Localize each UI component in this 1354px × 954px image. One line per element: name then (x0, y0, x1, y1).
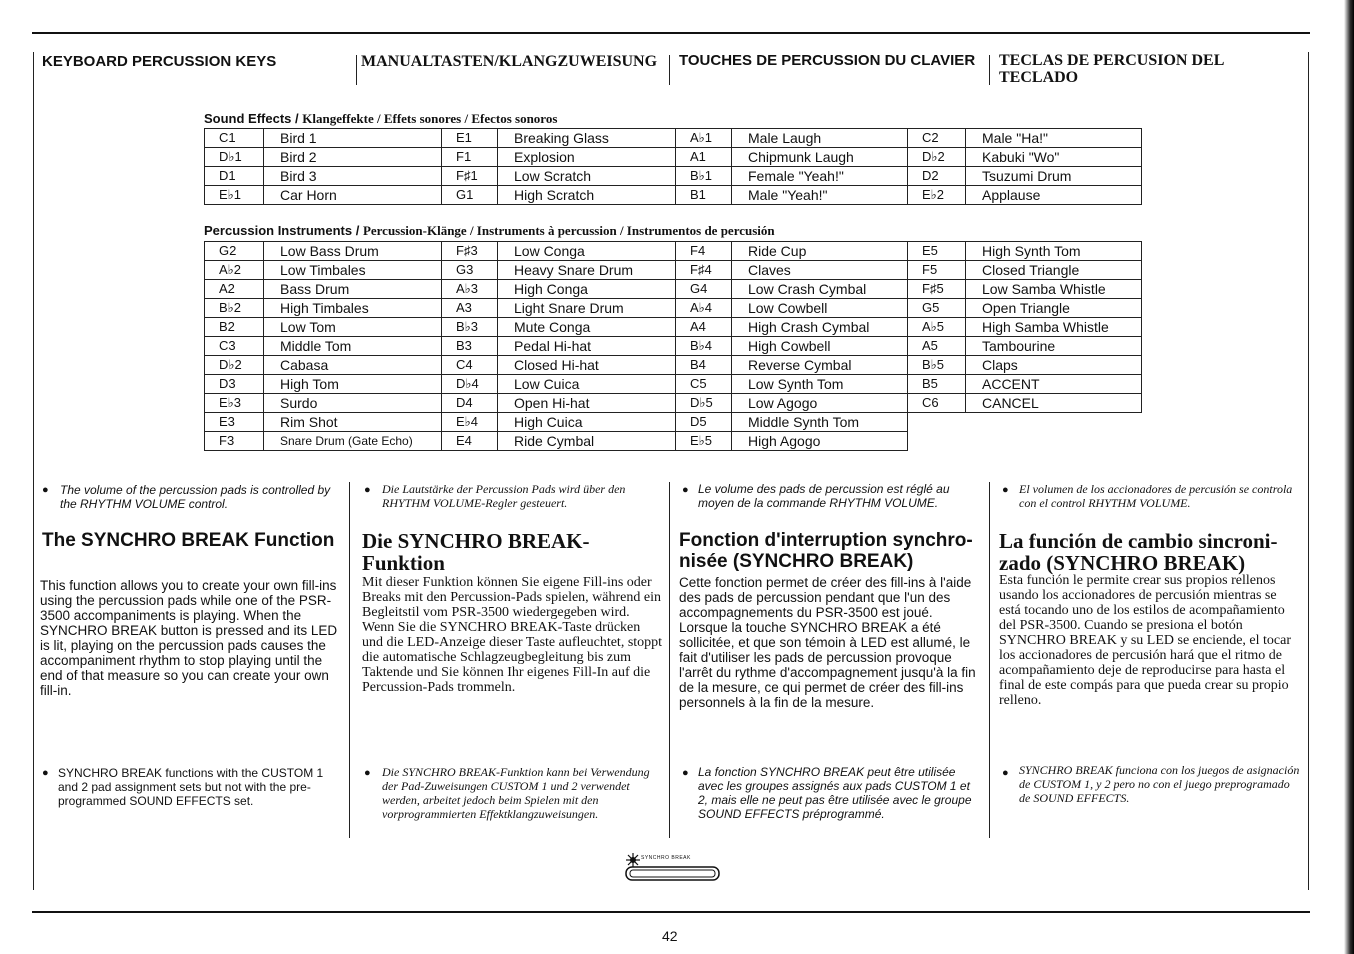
key-cell: F4 (676, 242, 732, 261)
column-divider-3 (989, 482, 990, 838)
sound-cell: Bass Drum (264, 280, 442, 299)
right-margin-line (1308, 52, 1309, 890)
sound-cell: High Crash Cymbal (732, 318, 908, 337)
sound-cell: Ride Cymbal (498, 432, 676, 451)
sound-effects-caption (204, 111, 557, 127)
sound-cell: Ride Cup (732, 242, 908, 261)
sound-cell: Closed Triangle (966, 261, 1142, 280)
percussion-table (204, 241, 1142, 451)
key-cell: F5 (908, 261, 966, 280)
key-cell: B♭5 (908, 356, 966, 375)
key-cell: D♭1 (205, 148, 264, 167)
key-cell: A1 (676, 148, 732, 167)
sound-cell: Light Snare Drum (498, 299, 676, 318)
page-number: 42 (662, 928, 678, 944)
key-cell: E♭5 (676, 432, 732, 451)
key-cell: A4 (676, 318, 732, 337)
key-cell: C5 (676, 375, 732, 394)
table-row (205, 280, 1142, 299)
sound-cell: Open Triangle (966, 299, 1142, 318)
sound-cell: Reverse Cymbal (732, 356, 908, 375)
bullet-de-2: ● (364, 767, 371, 779)
key-cell: A3 (442, 299, 498, 318)
de-title (362, 530, 662, 574)
key-cell: A2 (205, 280, 264, 299)
en-note-volume: The volume of the percussion pads is controlled by the RHYTHM VOLUME control. (60, 483, 331, 511)
key-cell: E♭2 (908, 186, 966, 205)
key-cell: G4 (676, 280, 732, 299)
header-fr: TOUCHES DE PERCUSSION DU CLAVIER (679, 52, 976, 69)
sound-cell: Kabuki "Wo" (966, 148, 1142, 167)
table-row (205, 167, 1142, 186)
key-cell: B3 (442, 337, 498, 356)
de-body: Mit dieser Funktion können Sie eigene Fill-ins oder Breaks mit den Percussion-Pads spielen, während ein Begleitstil vom PSR-3500 wiedergegeben wird. Wenn Sie die SYNCHRO BREAK-Taste drücken und die LED-Anzeige dieser Taste aufleuchtet, stoppt die automatische Schlagzeugbegleitung bis zum Taktende und Sie können Ihr eigenes Fill-In auf die Percussion-Pads trommeln. (362, 575, 663, 695)
table-row (205, 318, 1142, 337)
key-cell: A♭1 (676, 129, 732, 148)
key-cell: E5 (908, 242, 966, 261)
key-cell: F♯3 (442, 242, 498, 261)
header-es-line2: TECLADO (999, 69, 1079, 86)
sound-cell: High Scratch (498, 186, 676, 205)
sound-cell: Breaking Glass (498, 129, 676, 148)
key-cell: G3 (442, 261, 498, 280)
sound-cell: High Timbales (264, 299, 442, 318)
sound-cell: Tambourine (966, 337, 1142, 356)
sound-cell: Low Agogo (732, 394, 908, 413)
header-divider-3 (989, 55, 990, 85)
key-cell (908, 432, 966, 451)
key-cell: B♭4 (676, 337, 732, 356)
key-cell: D♭2 (205, 356, 264, 375)
sound-cell: Low Bass Drum (264, 242, 442, 261)
synchro-break-label: SYNCHRO BREAK (641, 855, 691, 861)
sound-cell: Car Horn (264, 186, 442, 205)
table-row (205, 129, 1142, 148)
sound-cell: Bird 2 (264, 148, 442, 167)
key-cell: G5 (908, 299, 966, 318)
header-divider-2 (669, 55, 670, 85)
table-row (205, 356, 1142, 375)
table-row (205, 242, 1142, 261)
key-cell: B♭2 (205, 299, 264, 318)
key-cell: B♭1 (676, 167, 732, 186)
sound-cell: Male "Yeah!" (732, 186, 908, 205)
sound-cell: High Cuica (498, 413, 676, 432)
sound-cell: Low Cowbell (732, 299, 908, 318)
sound-cell: Surdo (264, 394, 442, 413)
key-cell: F♯4 (676, 261, 732, 280)
fr-note-synchro: La fonction SYNCHRO BREAK peut être utilisée avec les groupes assignés aux pads CUSTOM 1 et 2, mais elle ne peut pas être utilisée avec le groupe SOUND EFFECTS préprogrammé. (698, 765, 972, 821)
table-row (205, 261, 1142, 280)
fr-body: Cette fonction permet de créer des fill-ins à l'aide des pads de percussion pendant que l'un des accompagnements du PSR-3500 est joué. Lorsque la touche SYNCHRO BREAK a été sollicitée, et que son témoin à LED est allumé, le fait d'utiliser les pads de percussion provoque l'arrêt du rythme d'accompagnement jusqu'à la fin de la mesure, ce qui permet de créer des fill-ins personnels à la fin de la mesure. (679, 575, 976, 710)
header-de: MANUALTASTEN/KLANGZUWEISUNG (361, 53, 658, 70)
es-title-line1: La función de cambio sincroni- (999, 529, 1278, 553)
table-row (205, 186, 1142, 205)
key-cell: G2 (205, 242, 264, 261)
sound-cell: Low Samba Whistle (966, 280, 1142, 299)
key-cell: D♭2 (908, 148, 966, 167)
sound-effects-table (204, 128, 1142, 205)
key-cell: B2 (205, 318, 264, 337)
key-cell: B1 (676, 186, 732, 205)
key-cell: B4 (676, 356, 732, 375)
en-note-synchro: SYNCHRO BREAK functions with the CUSTOM 1 and 2 pad assignment sets but not with the pre-programmed SOUND EFFECTS set. (58, 766, 324, 808)
key-cell: A♭4 (676, 299, 732, 318)
fr-title (679, 530, 984, 572)
sound-effects-caption-rest: Klangeffekte / Effets sonores / Efectos sonoros (302, 111, 558, 126)
sound-cell: Tsuzumi Drum (966, 167, 1142, 186)
bullet-es-1: ● (1002, 484, 1009, 496)
sound-cell: Applause (966, 186, 1142, 205)
key-cell: B♭3 (442, 318, 498, 337)
table-row (205, 394, 1142, 413)
sound-cell: Low Conga (498, 242, 676, 261)
bullet-de-1: ● (364, 484, 371, 496)
es-body: Esta función le permite crear sus propios rellenos usando los accionadores de percusión mientras se está tocando uno de los estilos de acompañamiento del PSR-3500. Cuando se presiona el botón SYNCHRO BREAK y su LED se enciende, el tocar los accionadores de percusión hará que el ritmo de acompañamiento deje de reproducirse para hasta el final de este compás para que pueda crear su propio relleno. (999, 573, 1292, 708)
sound-cell: Male "Ha!" (966, 129, 1142, 148)
es-note-synchro: SYNCHRO BREAK funciona con los juegos de asignación de CUSTOM 1, y 2 pero no con el juego preprogramado de SOUND EFFECTS. (1019, 763, 1300, 805)
sound-cell: Bird 3 (264, 167, 442, 186)
key-cell: E3 (205, 413, 264, 432)
header-divider-1 (356, 55, 357, 85)
percussion-caption-rest: Percussion-Klänge / Instruments à percussion / Instrumentos de percusión (362, 223, 775, 238)
sound-cell: Claves (732, 261, 908, 280)
sound-cell: CANCEL (966, 394, 1142, 413)
table-row (205, 148, 1142, 167)
sound-cell: Middle Synth Tom (732, 413, 908, 432)
key-cell: D♭4 (442, 375, 498, 394)
key-cell: A♭2 (205, 261, 264, 280)
es-title-line2: zado (SYNCHRO BREAK) (999, 551, 1246, 575)
sound-cell (966, 413, 1142, 432)
key-cell: C1 (205, 129, 264, 148)
table-row (205, 432, 1142, 451)
sound-cell: Pedal Hi-hat (498, 337, 676, 356)
bottom-rule (32, 911, 1310, 913)
sound-cell: Female "Yeah!" (732, 167, 908, 186)
key-cell: A♭3 (442, 280, 498, 299)
key-cell: F♯1 (442, 167, 498, 186)
table-row (205, 337, 1142, 356)
top-rule (32, 32, 1310, 34)
sound-cell: ACCENT (966, 375, 1142, 394)
sound-cell: High Agogo (732, 432, 908, 451)
key-cell: E♭4 (442, 413, 498, 432)
key-cell: D3 (205, 375, 264, 394)
sound-cell: High Samba Whistle (966, 318, 1142, 337)
fr-title-line2: nisée (SYNCHRO BREAK) (679, 551, 914, 572)
sound-cell: Low Scratch (498, 167, 676, 186)
en-title: The SYNCHRO BREAK Function (42, 530, 335, 551)
de-note-synchro: Die SYNCHRO BREAK-Funktion kann bei Verwendung der Pad-Zuweisungen CUSTOM 1 und 2 verwendet werden, arbeitet jedoch beim Spielen mit den vorprogrammierten Effektklangzuweisungen. (382, 765, 650, 821)
percussion-caption-en: Percussion Instruments / (204, 223, 363, 238)
sound-cell: Low Crash Cymbal (732, 280, 908, 299)
bullet-en-2: ● (42, 767, 49, 779)
key-cell: D1 (205, 167, 264, 186)
bullet-fr-2: ● (682, 767, 689, 779)
key-cell: B5 (908, 375, 966, 394)
key-cell: E1 (442, 129, 498, 148)
sound-cell: Low Tom (264, 318, 442, 337)
sound-cell: Claps (966, 356, 1142, 375)
key-cell: C4 (442, 356, 498, 375)
sound-cell: High Synth Tom (966, 242, 1142, 261)
bullet-fr-1: ● (682, 484, 689, 496)
key-cell: D5 (676, 413, 732, 432)
sound-cell: Mute Conga (498, 318, 676, 337)
sound-cell: Middle Tom (264, 337, 442, 356)
bullet-es-2: ● (1002, 767, 1009, 779)
key-cell: C2 (908, 129, 966, 148)
sound-cell: High Cowbell (732, 337, 908, 356)
header-es (999, 52, 1224, 86)
de-title-line2: Funktion (362, 551, 445, 575)
en-body: This function allows you to create your own fill-ins using the percussion pads while one of the PSR-3500 accompaniments is playing. When the SYNCHRO BREAK button is pressed and its LED is lit, playing on the percussion pads causes the accompaniment rhythm to stop playing until the end of that measure so you can create your own fill-in. (40, 578, 338, 698)
sound-cell: Open Hi-hat (498, 394, 676, 413)
es-note-volume: El volumen de los accionadores de percusión se controla con el control RHYTHM VOLUME. (1019, 482, 1293, 510)
sound-cell: Closed Hi-hat (498, 356, 676, 375)
key-cell: A♭5 (908, 318, 966, 337)
key-cell: E4 (442, 432, 498, 451)
bullet-en-1: ● (42, 484, 49, 496)
key-cell: E♭1 (205, 186, 264, 205)
sound-cell (966, 432, 1142, 451)
fr-title-line1: Fonction d'interruption synchro- (679, 530, 973, 551)
key-cell: A5 (908, 337, 966, 356)
header-en: KEYBOARD PERCUSSION KEYS (42, 53, 277, 70)
sound-cell: Male Laugh (732, 129, 908, 148)
percussion-caption (204, 223, 775, 239)
key-cell: F3 (205, 432, 264, 451)
de-title-line1: Die SYNCHRO BREAK- (362, 529, 590, 553)
key-cell (908, 413, 966, 432)
key-cell: C3 (205, 337, 264, 356)
key-cell: D2 (908, 167, 966, 186)
fr-note-volume: Le volume des pads de percussion est réglé au moyen de la commande RHYTHM VOLUME. (698, 482, 950, 510)
table-row (205, 413, 1142, 432)
sound-cell: Rim Shot (264, 413, 442, 432)
key-cell: D4 (442, 394, 498, 413)
sound-cell: Snare Drum (Gate Echo) (264, 432, 442, 451)
sound-cell: Low Timbales (264, 261, 442, 280)
column-divider-2 (669, 482, 670, 838)
sound-effects-caption-en: Sound Effects / (204, 111, 303, 126)
key-cell: G1 (442, 186, 498, 205)
key-cell: D♭5 (676, 394, 732, 413)
sound-cell: Cabasa (264, 356, 442, 375)
sound-cell: Low Synth Tom (732, 375, 908, 394)
left-margin-line (33, 52, 34, 890)
key-cell: E♭3 (205, 394, 264, 413)
sound-cell: Explosion (498, 148, 676, 167)
table-row (205, 375, 1142, 394)
sound-cell: High Conga (498, 280, 676, 299)
key-cell: F♯5 (908, 280, 966, 299)
sound-cell: Bird 1 (264, 129, 442, 148)
key-cell: C6 (908, 394, 966, 413)
sound-cell: High Tom (264, 375, 442, 394)
synchro-break-button-illustration (622, 850, 726, 884)
es-title (999, 530, 1304, 574)
sound-cell: Heavy Snare Drum (498, 261, 676, 280)
header-es-line1: TECLAS DE PERCUSION DEL (999, 52, 1225, 69)
sound-cell: Chipmunk Laugh (732, 148, 908, 167)
sound-cell: Low Cuica (498, 375, 676, 394)
de-note-volume: Die Lautstärke der Percussion Pads wird über den RHYTHM VOLUME-Regler gesteuert. (382, 482, 626, 510)
table-row (205, 299, 1142, 318)
key-cell: F1 (442, 148, 498, 167)
page-edge-shadow (1344, 0, 1354, 954)
